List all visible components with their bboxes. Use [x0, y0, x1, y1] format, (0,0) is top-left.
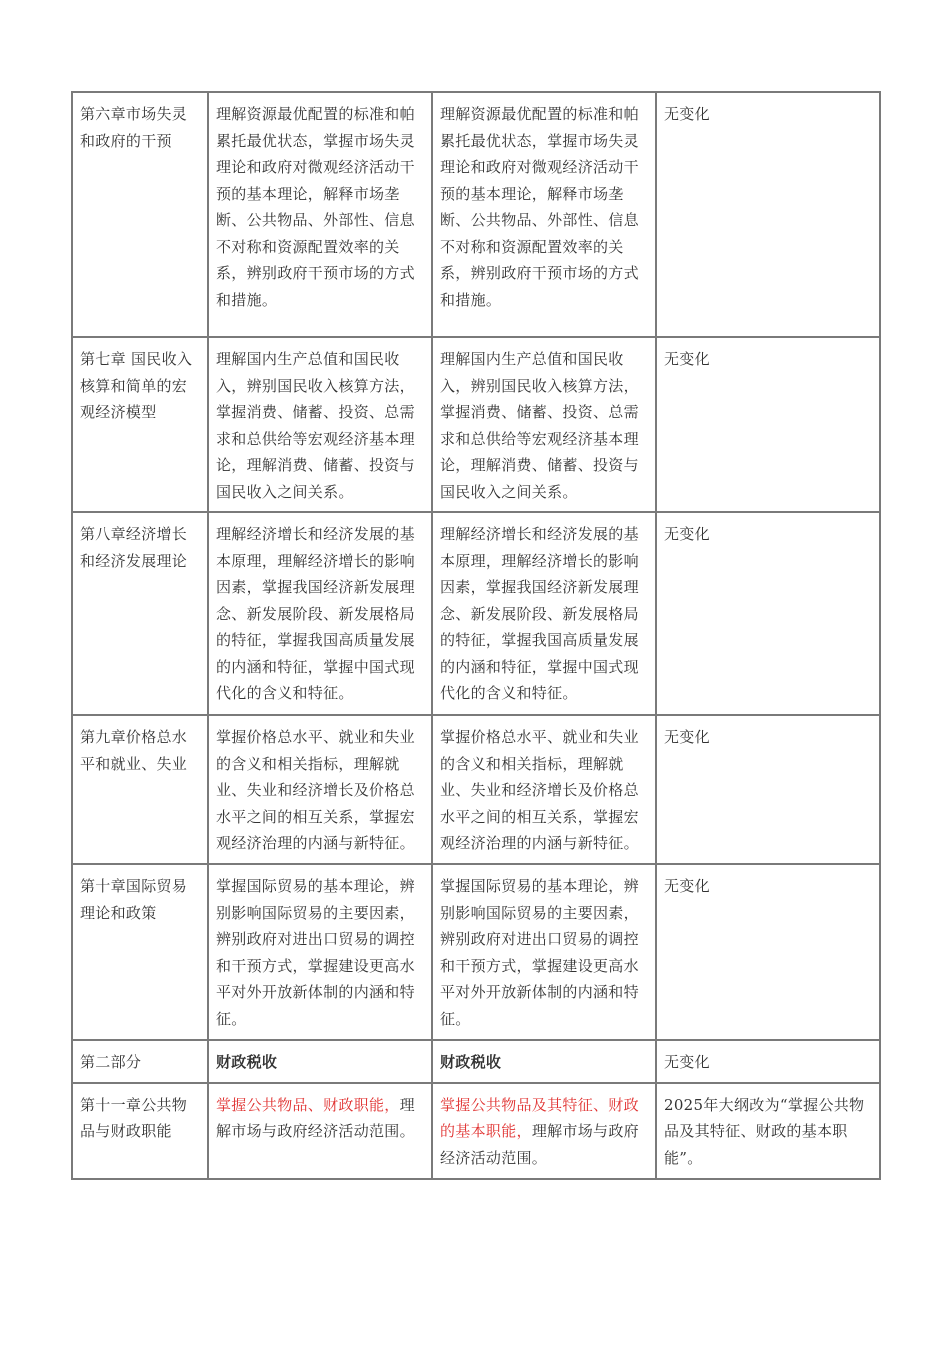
- table-row: [72, 864, 880, 1040]
- chapter-cell: 第六章市场失灵和政府的干预: [72, 92, 208, 337]
- old-requirement-cell: 理解资源最优配置的标准和帕累托最优状态，掌握市场失灵理论和政府对微观经济活动干预的基本理论，解释市场垄断、公共物品、外部性、信息不对称和资源配置效率的关系，辨别政府干预市场的方式和措施。: [208, 92, 432, 337]
- chapter-cell: 第十一章公共物品与财政职能: [72, 1083, 208, 1179]
- change-cell: 无变化: [656, 715, 880, 864]
- old-requirement-cell: 掌握国际贸易的基本理论，辨别影响国际贸易的主要因素，辨别政府对进出口贸易的调控和干预方式，掌握建设更高水平对外开放新体制的内涵和特征。: [208, 864, 432, 1040]
- syllabus-comparison-table: [71, 91, 881, 1180]
- chapter-cell: 第九章价格总水平和就业、失业: [72, 715, 208, 864]
- old-requirement-cell: 理解国内生产总值和国民收入，辨别国民收入核算方法，掌握消费、储蓄、投资、总需求和总供给等宏观经济基本理论，理解消费、储蓄、投资与国民收入之间关系。: [208, 337, 432, 512]
- new-requirement-cell: 理解经济增长和经济发展的基本原理，理解经济增长的影响因素，掌握我国经济新发展理念、新发展阶段、新发展格局的特征，掌握我国高质量发展的内涵和特征，掌握中国式现代化的含义和特征。: [432, 512, 656, 715]
- plain-text: 理解市场与政府经济活动范围。: [216, 1095, 415, 1140]
- chapter-cell: 第七章 国民收入核算和简单的宏观经济模型: [72, 337, 208, 512]
- change-cell: 2025年大纲改为“掌握公共物品及其特征、财政的基本职能”。: [656, 1083, 880, 1179]
- new-requirement-cell: 掌握价格总水平、就业和失业的含义和相关指标，理解就业、失业和经济增长及价格总水平之间的相互关系，掌握宏观经济治理的内涵与新特征。: [432, 715, 656, 864]
- chapter-cell: 第八章经济增长和经济发展理论: [72, 512, 208, 715]
- table-row: [72, 512, 880, 715]
- change-cell: 无变化: [656, 512, 880, 715]
- document-page: [71, 91, 879, 1180]
- highlighted-text: 掌握公共物品、财政职能，: [216, 1095, 400, 1114]
- old-requirement-cell: 掌握价格总水平、就业和失业的含义和相关指标，理解就业、失业和经济增长及价格总水平之间的相互关系，掌握宏观经济治理的内涵与新特征。: [208, 715, 432, 864]
- new-requirement-cell: 理解资源最优配置的标准和帕累托最优状态，掌握市场失灵理论和政府对微观经济活动干预的基本理论，解释市场垄断、公共物品、外部性、信息不对称和资源配置效率的关系，辨别政府干预市场的方式和措施。: [432, 92, 656, 337]
- new-requirement-cell: 理解国内生产总值和国民收入，辨别国民收入核算方法，掌握消费、储蓄、投资、总需求和总供给等宏观经济基本理论，理解消费、储蓄、投资与国民收入之间关系。: [432, 337, 656, 512]
- part-old-title-cell: 财政税收: [208, 1040, 432, 1083]
- new-requirement-cell: [432, 1083, 656, 1179]
- table-row: [72, 92, 880, 337]
- plain-text: 理解市场与政府经济活动范围。: [440, 1122, 639, 1167]
- table-row: [72, 1083, 880, 1179]
- new-requirement-cell: 掌握国际贸易的基本理论，辨别影响国际贸易的主要因素，辨别政府对进出口贸易的调控和干预方式，掌握建设更高水平对外开放新体制的内涵和特征。: [432, 864, 656, 1040]
- part-new-title-cell: 财政税收: [432, 1040, 656, 1083]
- part-header-row: [72, 1040, 880, 1083]
- change-cell: 无变化: [656, 1040, 880, 1083]
- change-cell: 无变化: [656, 92, 880, 337]
- old-requirement-cell: 理解经济增长和经济发展的基本原理，理解经济增长的影响因素，掌握我国经济新发展理念、新发展阶段、新发展格局的特征，掌握我国高质量发展的内涵和特征，掌握中国式现代化的含义和特征。: [208, 512, 432, 715]
- table-row: [72, 715, 880, 864]
- part-label-cell: 第二部分: [72, 1040, 208, 1083]
- change-cell: 无变化: [656, 337, 880, 512]
- chapter-cell: 第十章国际贸易理论和政策: [72, 864, 208, 1040]
- table-row: [72, 337, 880, 512]
- change-cell: 无变化: [656, 864, 880, 1040]
- old-requirement-cell: [208, 1083, 432, 1179]
- highlighted-text: 掌握公共物品及其特征、财政的基本职能，: [440, 1095, 639, 1140]
